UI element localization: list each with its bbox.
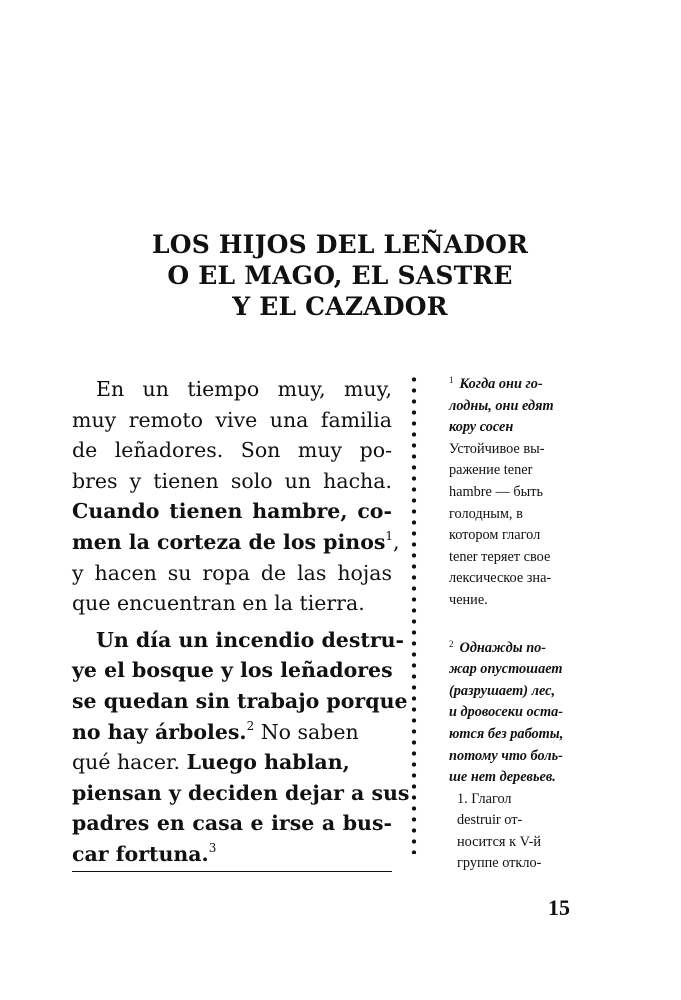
- text-line: [72, 527, 400, 558]
- paragraph-1: [72, 374, 400, 619]
- note-line: tener теряет свое: [449, 548, 551, 565]
- chapter-title: [100, 229, 580, 322]
- note-number: 1: [449, 375, 454, 385]
- footnote-ref-3: 3: [208, 840, 217, 855]
- note-line: и дровосеки оста-: [449, 704, 564, 721]
- text-line: [72, 496, 392, 527]
- text-line: [72, 686, 408, 717]
- note-line: 1. Глагол: [457, 790, 512, 807]
- text-fragment: qué hacer.: [72, 750, 187, 775]
- bold-text: Cuando tienen hambre, co-: [72, 499, 392, 524]
- text-line: [72, 778, 410, 809]
- bold-text: padres en casa e irse a bus-: [72, 811, 392, 836]
- note-line: группе откло-: [457, 855, 542, 872]
- paragraph-2: [72, 625, 410, 870]
- note-line: носится к V-й: [457, 833, 542, 850]
- bold-text: piensan y deciden dejar a sus: [72, 780, 410, 805]
- title-line: Y EL CAZADOR: [232, 292, 448, 321]
- page-number: 15: [548, 895, 570, 920]
- note-line: (разрушает) лес,: [449, 682, 556, 699]
- note-line: котором глагол: [449, 527, 541, 544]
- note-number: 2: [449, 638, 454, 649]
- note-line: лексическое зна-: [449, 570, 552, 587]
- text-line: que encuentran en la tierra.: [72, 591, 365, 616]
- note-line: hambre — быть: [449, 483, 543, 500]
- bold-text: se quedan sin trabajo porque: [72, 688, 408, 713]
- note-line: [449, 638, 589, 660]
- main-text: [72, 374, 410, 870]
- note-line: Устойчивое вы-: [449, 440, 545, 457]
- note-line: лодны, они едят: [449, 397, 554, 414]
- footnote-ref-2: 2: [246, 718, 255, 733]
- text-line: En un tiempo muy, muy,: [96, 377, 392, 401]
- sidenotes: [449, 374, 589, 875]
- text-fragment: No saben: [254, 719, 359, 744]
- note-line: кору сосен: [449, 419, 514, 436]
- note-line: ражение tener: [449, 462, 533, 479]
- title-line: LOS HIJOS DEL LEÑADOR: [151, 230, 529, 259]
- note-line: destruir от-: [457, 812, 523, 829]
- note-text: Однажды по-: [459, 639, 547, 656]
- text-line: muy remoto vive una familia: [72, 407, 392, 432]
- dotted-separator: [410, 374, 418, 854]
- text-line: [72, 655, 392, 686]
- note-1: [449, 374, 589, 612]
- note-2: [449, 638, 589, 876]
- bold-text: ye el bosque y los leñadores: [72, 658, 393, 683]
- note-line: ше нет деревьев.: [449, 769, 556, 786]
- text-line: [72, 839, 392, 870]
- text-line: de leñadores. Son muy po-: [72, 438, 392, 463]
- text-line: [72, 747, 392, 778]
- note-line: чение.: [449, 591, 488, 608]
- text-line: y hacen su ropa de las hojas: [72, 560, 392, 585]
- note-line: голодным, в: [449, 505, 523, 522]
- text-line: [72, 717, 392, 748]
- bold-text: no hay árboles.: [72, 719, 247, 744]
- bold-text: car fortuna.: [72, 841, 209, 866]
- note-line: потому что боль-: [449, 747, 563, 764]
- text-line: [72, 625, 405, 656]
- text-line: bres y tienen solo un hacha.: [72, 468, 392, 493]
- footnote-ref-1: 1: [385, 528, 394, 543]
- bold-text: Luego hablan,: [186, 750, 350, 775]
- note-line: [449, 374, 589, 396]
- text-fragment: ,: [393, 529, 400, 554]
- note-line: ются без работы,: [449, 725, 564, 742]
- bold-text: men la corteza de los pinos: [72, 529, 386, 554]
- note-text: Когда они го-: [459, 376, 543, 392]
- note-line: жар опустошает: [449, 661, 563, 678]
- bottom-rule: [72, 871, 392, 872]
- title-line: O EL MAGO, EL SASTRE: [167, 261, 513, 290]
- bold-text: Un día un incendio destru-: [96, 627, 405, 652]
- text-line: [72, 808, 392, 839]
